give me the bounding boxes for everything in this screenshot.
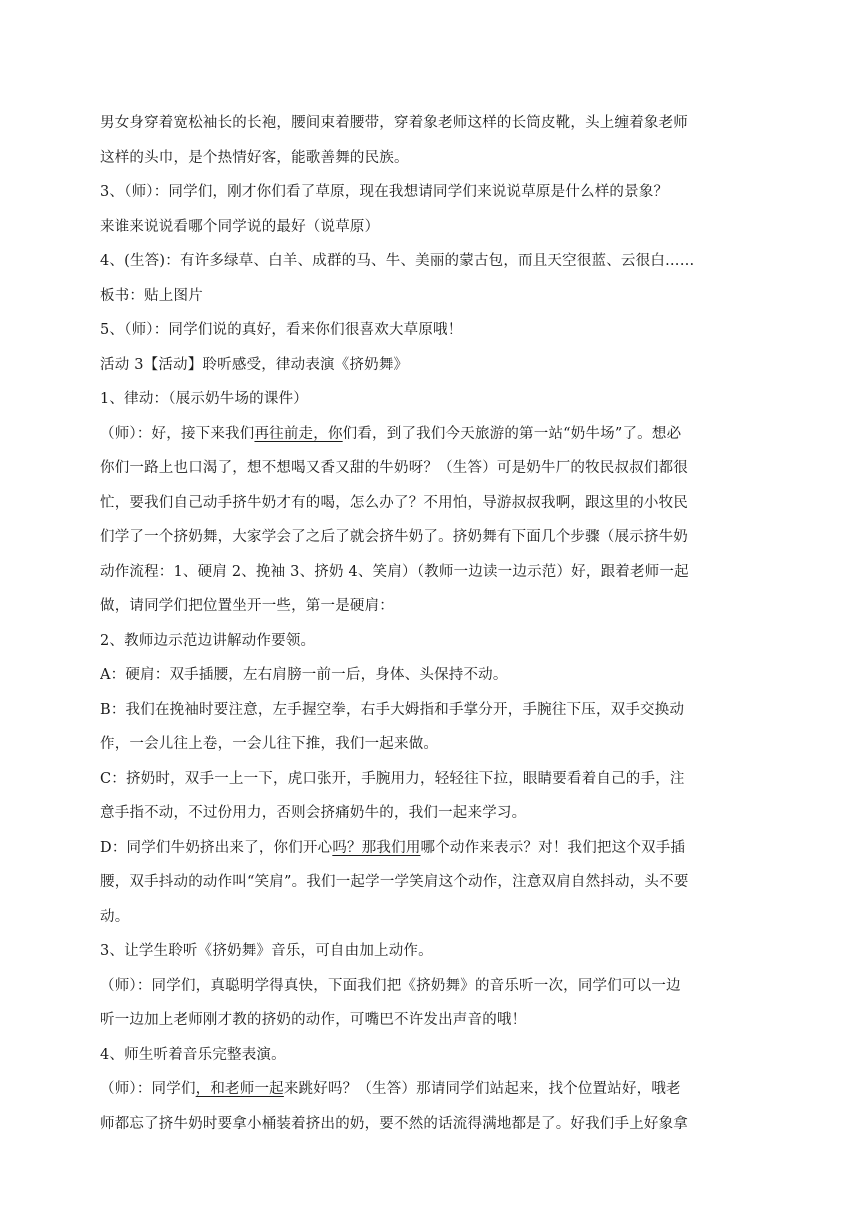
- text-line: 2、教师边示范边讲解动作要领。: [100, 632, 316, 649]
- text-line: 4、师生听着音乐完整表演。: [100, 1046, 286, 1063]
- text-line: 做，请同学们把位置坐开一些，第一是硬肩：: [100, 598, 394, 614]
- text-line: 你们一路上也口渴了，想不想喝又香又甜的牛奶呀？（生答）可是奶牛厂的牧民叔叔们都很: [100, 460, 688, 476]
- text-line: [100, 417, 740, 452]
- text-line: 3、让学生聆听《挤奶舞》音乐，可自由加上动作。: [100, 943, 433, 959]
- text-line: 男女身穿着宽松袖长的长袍，腰间束着腰带，穿着象老师这样的长筒皮靴，头上缠着象老师: [100, 115, 688, 131]
- text-line: 师都忘了挤牛奶时要拿小桶装着挤出的奶，要不然的话流得满地都是了。好我们手上好象拿: [100, 1115, 688, 1132]
- text-line: 听一边加上老师刚才教的挤奶的动作，可嘴巴不许发出声音的哦！: [100, 1012, 527, 1028]
- text-segment: （师）：好，接下来我们: [100, 425, 255, 442]
- text-line: 来谁来说说看哪个同学说的最好（说草原）: [100, 218, 380, 235]
- text-segment: （师）：同学们: [100, 1081, 196, 1097]
- text-line: 板书：贴上图片: [100, 287, 203, 304]
- text-line: 5、（师）：同学们说的真好，看来你们很喜欢大草原哦！: [100, 322, 463, 338]
- document-body: [100, 106, 740, 1141]
- text-line: [100, 1072, 740, 1107]
- text-line: [100, 831, 740, 866]
- text-line: C：挤奶时，双手一上一下，虎口张开，手腕用力，轻轻往下拉，眼睛要看着自己的手，注: [100, 770, 685, 787]
- section-heading: 活动 3【活动】聆听感受，律动表演《挤奶舞》: [100, 356, 409, 373]
- text-line: 这样的头巾，是个热情好客，能歌善舞的民族。: [100, 149, 409, 166]
- text-line: 们学了一个挤奶舞，大家学会了之后了就会挤牛奶了。挤奶舞有下面几个步骤（展示挤牛奶: [100, 529, 688, 545]
- text-line: 3、（师）：同学们，刚才你们看了草原，现在我想请同学们来说说草原是什么样的景象？: [100, 184, 669, 200]
- text-segment: 们看，到了我们今天旅游的第一站“奶牛场”了。想必: [342, 425, 682, 442]
- underlined-text: 吗？那我们用: [332, 839, 421, 856]
- text-line: 动。: [100, 908, 130, 925]
- text-line: 意手指不动，不过份用力，否则会挤痛奶牛的，我们一起来学习。: [100, 805, 527, 821]
- text-line: 作，一会儿往上卷，一会儿往下推，我们一起来做。: [100, 736, 439, 752]
- text-line: 腰，双手抖动的动作叫“笑肩”。我们一起学一学笑肩这个动作，注意双肩自然抖动，头不要: [100, 874, 689, 890]
- text-segment: 来跳好吗？（生答）那请同学们站起来，找个位置站好，哦老: [283, 1081, 681, 1097]
- text-line: 动作流程：1、硬肩 2、挽袖 3、挤奶 4、笑肩）（教师一边读一边示范）好，跟着老师一起: [100, 563, 689, 580]
- text-line: （师）：同学们，真聪明学得真快，下面我们把《挤奶舞》的音乐听一次，同学们可以一边: [100, 977, 681, 994]
- text-segment: D：同学们牛奶挤出来了，你们开心: [100, 839, 333, 856]
- underlined-text: 再往前走，你: [254, 425, 343, 442]
- underlined-text: ，和老师一起: [195, 1081, 284, 1097]
- text-segment: 哪个动作来表示？对！我们把这个双手插: [420, 839, 686, 856]
- text-line: A：硬肩：双手插腰，左右肩膀一前一后，身体、头保持不动。: [100, 667, 508, 683]
- text-line: 忙，要我们自己动手挤牛奶才有的喝，怎么办了？不用怕，导游叔叔我啊，跟这里的小牧民: [100, 494, 688, 511]
- text-line: B：我们在挽袖时要注意，左手握空拳，右手大姆指和手掌分开，手腕往下压，双手交换动: [100, 701, 685, 718]
- text-line: 4、(生答)：有许多绿草、白羊、成群的马、牛、美丽的蒙古包，而且天空很蓝、云很白……: [100, 253, 695, 269]
- text-line: 1、律动：（展示奶牛场的课件）: [100, 391, 308, 407]
